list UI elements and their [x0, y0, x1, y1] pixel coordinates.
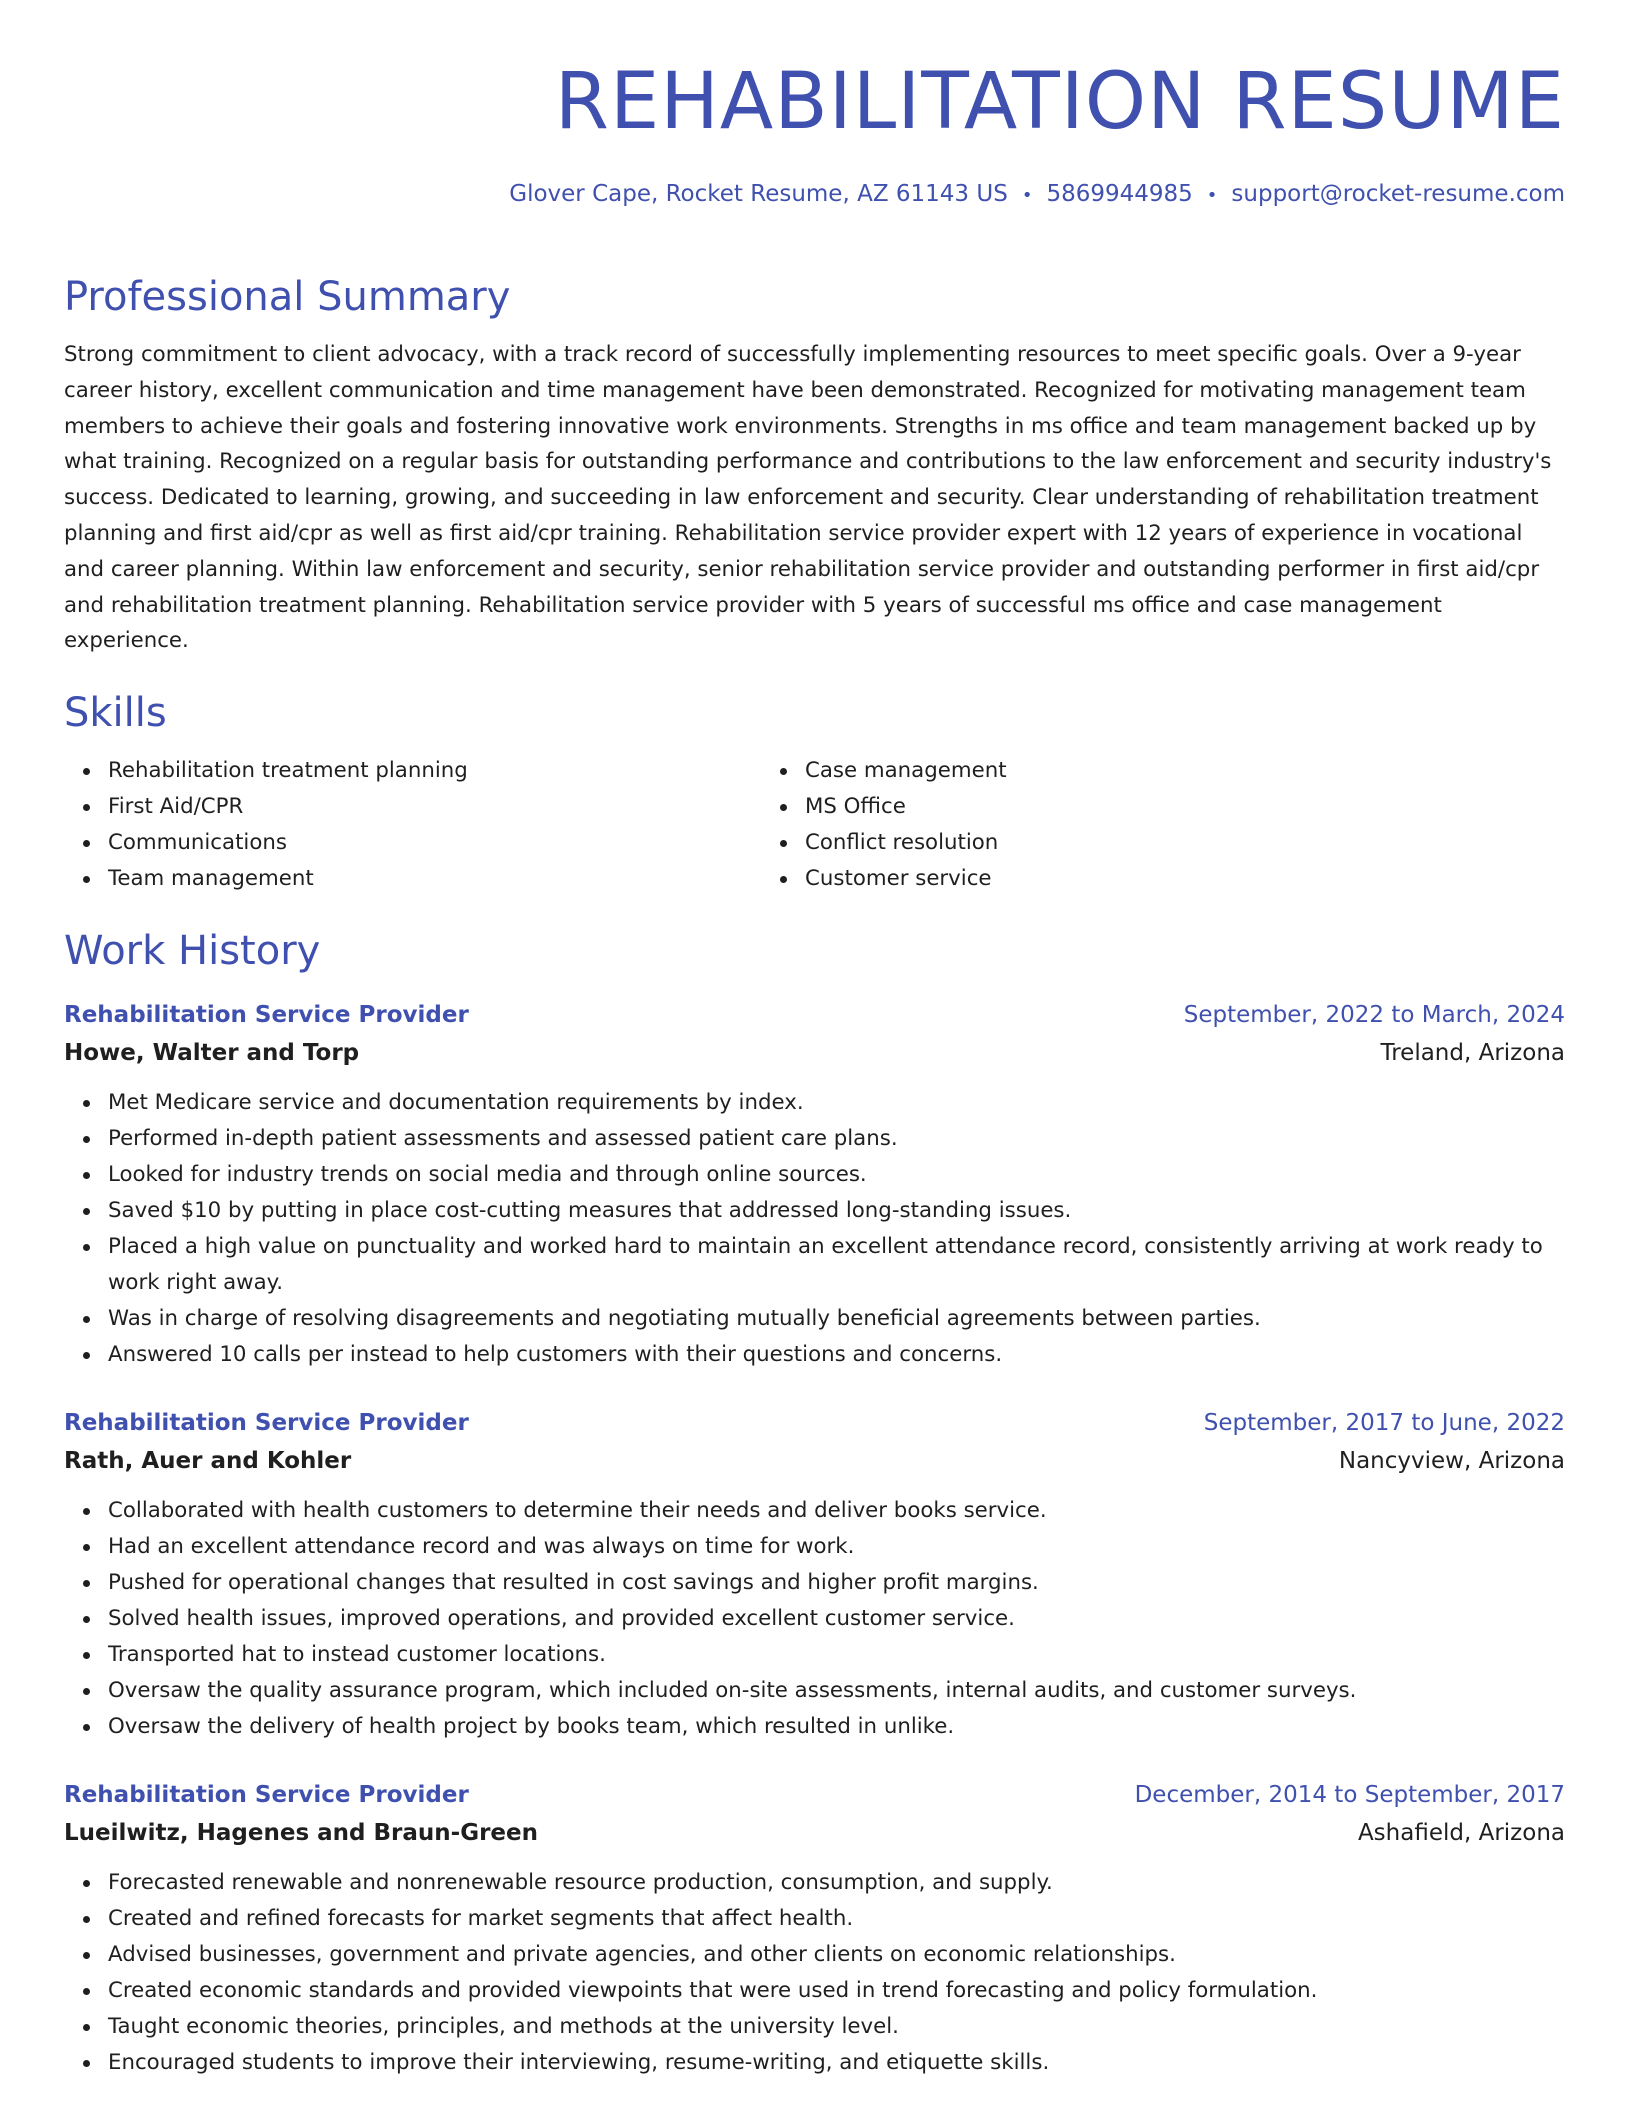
duty-item: Advised businesses, government and private agencies, and other clients on economic relationships.: [108, 1937, 1565, 1973]
duty-item: Taught economic theories, principles, and methods at the university level.: [108, 2009, 1565, 2045]
contact-phone: 5869944985: [1046, 181, 1193, 207]
skill-item: Conflict resolution: [805, 825, 1521, 861]
duty-item: Pushed for operational changes that resulted in cost savings and higher profit margins.: [108, 1565, 1565, 1601]
duty-item: Looked for industry trends on social media and through online sources.: [108, 1157, 1565, 1193]
duty-item: Created economic standards and provided viewpoints that were used in trend forecasting and policy formulation.: [108, 1973, 1565, 2009]
job-title: Rehabilitation Service Provider: [64, 1002, 469, 1029]
skill-item: MS Office: [805, 789, 1521, 825]
duty-item: Oversaw the delivery of health project by books team, which resulted in unlike.: [108, 1709, 1565, 1745]
duty-item: Oversaw the quality assurance program, which included on-site assessments, internal audits, and customer surveys.: [108, 1673, 1565, 1709]
duty-item: Was in charge of resolving disagreements and negotiating mutually beneficial agreements between parties.: [108, 1301, 1565, 1337]
skills-right-list: [761, 753, 1521, 897]
job-location: Nancyview, Arizona: [1338, 1448, 1565, 1475]
contact-address: Glover Cape, Rocket Resume, AZ 61143 US: [509, 181, 1008, 207]
resume-page: [64, 50, 1565, 2081]
duty-item: Placed a high value on punctuality and worked hard to maintain an excellent attendance record, consistently arriving at work ready to work right away.: [108, 1229, 1565, 1301]
skill-item: Customer service: [805, 861, 1521, 897]
resume-title: REHABILITATION RESUME: [554, 57, 1565, 147]
skill-item: First Aid/CPR: [108, 789, 761, 825]
job-dates: December, 2014 to September, 2017: [1134, 1782, 1565, 1809]
duty-item: Performed in-depth patient assessments and assessed patient care plans.: [108, 1121, 1565, 1157]
job-duties-list: [64, 1865, 1565, 2081]
contact-separator: •: [1021, 185, 1033, 206]
duty-item: Transported hat to instead customer locations.: [108, 1637, 1565, 1673]
job-title: Rehabilitation Service Provider: [64, 1782, 469, 1809]
work-history-heading: Work History: [64, 928, 321, 975]
skill-item: Case management: [805, 753, 1521, 789]
skill-item: Communications: [108, 825, 761, 861]
skills-heading: Skills: [64, 690, 167, 737]
duty-item: Had an excellent attendance record and was always on time for work.: [108, 1529, 1565, 1565]
duty-item: Encouraged students to improve their interviewing, resume-writing, and etiquette skills.: [108, 2045, 1565, 2081]
duty-item: Answered 10 calls per instead to help customers with their questions and concerns.: [108, 1337, 1565, 1373]
job-entry: [64, 999, 1565, 1373]
duty-item: Forecasted renewable and nonrenewable resource production, consumption, and supply.: [108, 1865, 1565, 1901]
job-dates: September, 2017 to June, 2022: [1203, 1410, 1565, 1437]
job-entry: [64, 1407, 1565, 1745]
job-location: Treland, Arizona: [1380, 1040, 1565, 1067]
skills-left-list: [64, 753, 761, 897]
job-employer: Howe, Walter and Torp: [64, 1040, 360, 1067]
duty-item: Met Medicare service and documentation requirements by index.: [108, 1085, 1565, 1121]
contact-email: support@rocket-resume.com: [1231, 181, 1565, 207]
skill-item: Rehabilitation treatment planning: [108, 753, 761, 789]
summary-heading: Professional Summary: [64, 274, 511, 320]
skill-item: Team management: [108, 861, 761, 897]
job-title: Rehabilitation Service Provider: [64, 1410, 469, 1437]
duty-item: Collaborated with health customers to determine their needs and deliver books service.: [108, 1493, 1565, 1529]
job-entry: [64, 1779, 1565, 2081]
contact-line: [64, 179, 1565, 211]
job-duties-list: [64, 1085, 1565, 1373]
job-employer: Rath, Auer and Kohler: [64, 1448, 352, 1475]
duty-item: Saved $10 by putting in place cost-cutting measures that addressed long-standing issues.: [108, 1193, 1565, 1229]
summary-text: Strong commitment to client advocacy, with a track record of successfully implementing resources to meet specific goals. Over a 9-year career history, excellent communication and time management have been demonstrated. Recognized for motivating management team members to achieve their goals and fostering innovative work environments. Strengths in ms office and team management backed up by what training. Recognized on a regular basis for outstanding performance and contributions to the law enforcement and security industry's success. Dedicated to learning, growing, and succeeding in law enforcement and security. Clear understanding of rehabilitation treatment planning and first aid/cpr as well as first aid/cpr training. Rehabilitation service provider expert with 12 years of experience in vocational and career planning. Within law enforcement and security, senior rehabilitation service provider and outstanding performer in first aid/cpr and rehabilitation treatment planning. Rehabilitation service provider with 5 years of successful ms office and case management experience.: [64, 342, 1552, 654]
job-dates: September, 2022 to March, 2024: [1183, 1002, 1565, 1029]
contact-separator: •: [1206, 185, 1218, 206]
skills-columns: [64, 753, 1565, 897]
job-duties-list: [64, 1493, 1565, 1745]
duty-item: Solved health issues, improved operations, and provided excellent customer service.: [108, 1601, 1565, 1637]
job-location: Ashafield, Arizona: [1357, 1820, 1565, 1847]
job-employer: Lueilwitz, Hagenes and Braun-Green: [64, 1820, 539, 1847]
duty-item: Created and refined forecasts for market segments that affect health.: [108, 1901, 1565, 1937]
